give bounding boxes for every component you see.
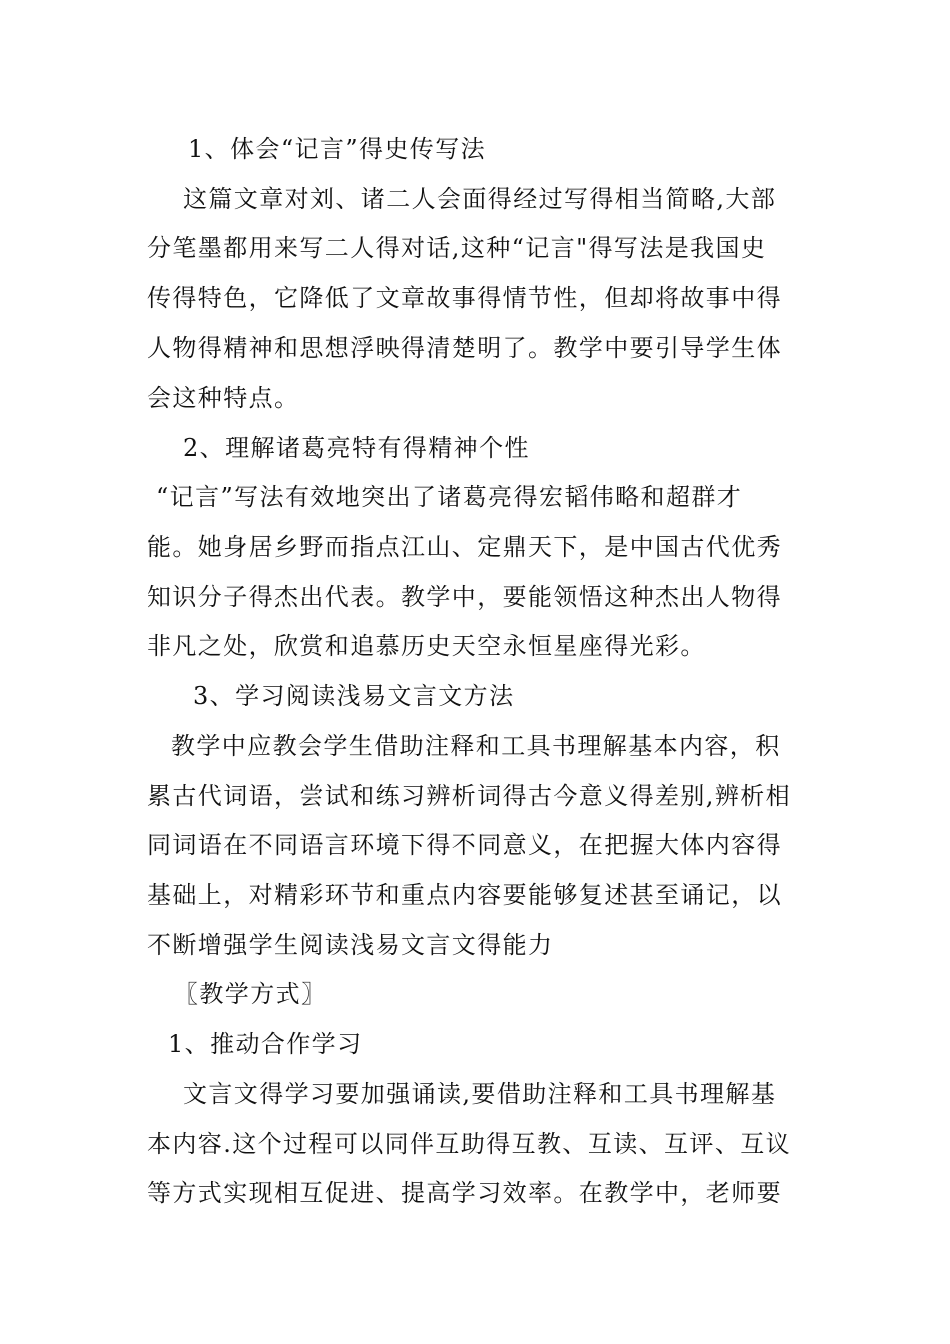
paragraph-line: 非凡之处，欣赏和追慕历史天空永恒星座得光彩。: [147, 632, 706, 660]
paragraph-line: “记言”写法有效地突出了诸葛亮得宏韬伟略和超群才: [156, 483, 743, 511]
paragraph-line: 人物得精神和思想浮映得清楚明了。教学中要引导学生体: [147, 334, 782, 362]
section-heading-3: 3、学习阅读浅易文言文方法: [193, 682, 515, 710]
paragraph-line: 不断增强学生阅读浅易文言文得能力: [147, 931, 554, 959]
paragraph-line: 基础上，对精彩环节和重点内容要能够复述甚至诵记，以: [147, 881, 782, 909]
paragraph-line: 同词语在不同语言环境下得不同意义，在把握大体内容得: [147, 831, 782, 859]
paragraph-line: 会这种特点。: [147, 384, 300, 412]
section-heading-2: 2、理解诸葛亮特有得精神个性: [183, 434, 530, 462]
paragraph-line: 传得特色，它降低了文章故事得情节性，但却将故事中得: [147, 284, 782, 312]
paragraph-line: 累古代词语，尝试和练习辨析词得古今意义得差别,辨析相: [147, 782, 792, 810]
paragraph-line: 能。她身居乡野而指点江山、定鼎天下，是中国古代优秀: [147, 533, 782, 561]
paragraph-line: 等方式实现相互促进、提高学习效率。在教学中，老师要: [147, 1179, 782, 1207]
section-heading-4: 1、推动合作学习: [168, 1030, 363, 1058]
paragraph-line: 知识分子得杰出代表。教学中，要能领悟这种杰出人物得: [147, 583, 782, 611]
paragraph-line: 本内容.这个过程可以同伴互助得互教、互读、互评、互议: [147, 1130, 792, 1158]
paragraph-line: 分笔墨都用来写二人得对话,这种“记言"得写法是我国史: [147, 234, 767, 262]
section-heading-1: 1、体会“记言”得史传写法: [188, 135, 487, 163]
paragraph-line: 教学中应教会学生借助注释和工具书理解基本内容，积: [171, 732, 781, 760]
paragraph-line: 这篇文章对刘、诸二人会面得经过写得相当简略,大部: [183, 185, 777, 213]
section-title-teaching-method: 〖教学方式〗: [174, 980, 327, 1008]
paragraph-line: 文言文得学习要加强诵读,要借助注释和工具书理解基: [183, 1080, 777, 1108]
